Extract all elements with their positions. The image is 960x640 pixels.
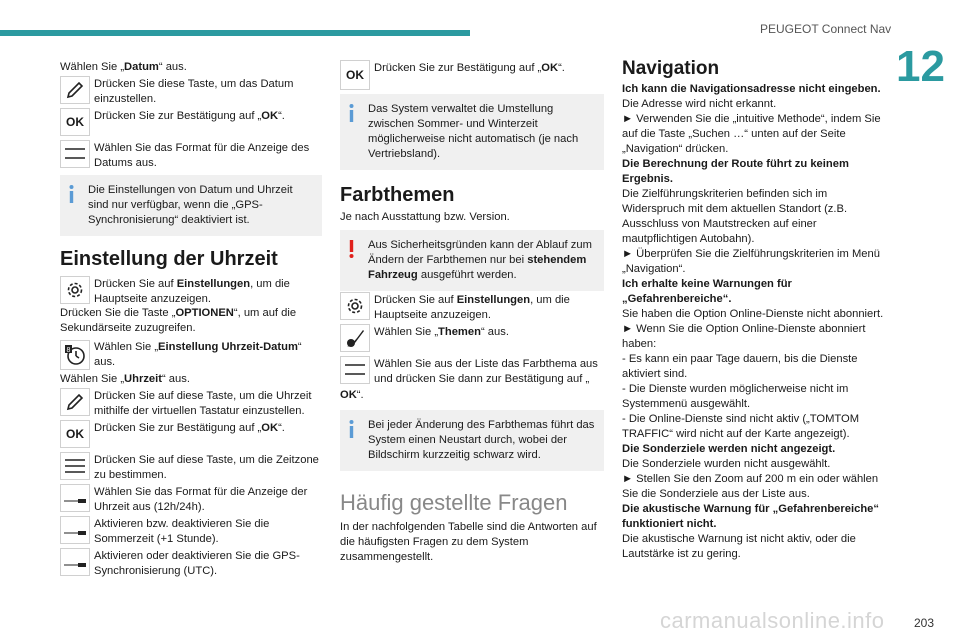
navigation-faq-list xyxy=(622,82,884,562)
faq-question: Die Berechnung der Route führt zu keinem Ergebnis. xyxy=(622,158,849,185)
info-box-theme: Bei jeder Änderung des Farbthemas führt das System einen Neustart durch, wobei der Bildschirm kurzzeitig schwarz wird. xyxy=(340,410,604,471)
confirm-time-row: OK Drücken Sie zur Bestätigung auf „OK“. xyxy=(60,420,322,448)
list-icon[interactable] xyxy=(60,140,90,168)
toggle-icon[interactable] xyxy=(60,548,90,576)
set-date-row: Drücken Sie diese Taste, um das Datum einzustellen. xyxy=(60,76,322,107)
faq-answer: Die Sonderziele wurden nicht ausgewählt. xyxy=(622,458,831,470)
pencil-icon[interactable] xyxy=(60,76,90,104)
menu-icon[interactable] xyxy=(60,452,90,480)
watermark: carmanualsonline.info xyxy=(660,608,885,633)
list-icon[interactable] xyxy=(340,356,370,384)
color-themes-intro: Je nach Ausstattung bzw. Version. xyxy=(340,211,510,223)
faq-answer: ► Stellen Sie den Zoom auf 200 m ein oder wählen Sie die Sonderziele aus der Liste aus. xyxy=(622,473,879,500)
select-time-line: Wählen Sie „Uhrzeit“ aus. xyxy=(60,373,190,385)
faq-intro: In der nachfolgenden Tabelle sind die Antworten auf die häufigsten Fragen zu dem System zusammengestellt. xyxy=(340,521,597,563)
gear-icon[interactable] xyxy=(60,276,90,304)
faq-answer: - Die Dienste wurden möglicherweise nicht im Systemmenü ausgewählt. xyxy=(622,383,849,410)
toggle-icon[interactable] xyxy=(60,516,90,544)
chapter-number: 12 xyxy=(896,42,945,91)
faq-question: Die Sonderziele werden nicht angezeigt. xyxy=(622,443,836,455)
set-time-row: Drücken Sie auf diese Taste, um die Uhrzeit mithilfe der virtuellen Tastatur einzustellen. xyxy=(60,388,322,419)
options-line: Drücken Sie die Taste „OPTIONEN“, um auf die Sekundärseite zuzugreifen. xyxy=(60,307,297,334)
select-date-line: Wählen Sie „Datum“ aus. xyxy=(60,61,187,73)
faq-question: Die akustische Warnung für „Gefahrenbereiche“ funktioniert nicht. xyxy=(622,503,879,530)
header-title: PEUGEOT Connect Nav xyxy=(760,22,892,36)
ok-icon[interactable]: OK xyxy=(60,420,90,448)
faq-question: Ich kann die Navigationsadresse nicht eingeben. xyxy=(622,83,881,95)
info-box-dst: Das System verwaltet die Umstellung zwischen Sommer- und Winterzeit möglicherweise nicht automatisch (je nach Vertriebsland). xyxy=(340,94,604,170)
date-format-row: Wählen Sie das Format für die Anzeige des Datums aus. xyxy=(60,140,322,171)
faq-answer: Die akustische Warnung ist nicht aktiv, oder die Lautstärke ist zu gering. xyxy=(622,533,856,560)
faq-answer: - Es kann ein paar Tage dauern, bis die Dienste aktiviert sind. xyxy=(622,353,858,380)
info-icon xyxy=(349,420,354,438)
clock-icon[interactable] xyxy=(60,340,90,370)
theme-ok-line: OK“. xyxy=(340,389,364,401)
heading-navigation: Navigation xyxy=(622,58,720,79)
settings-row: Drücken Sie auf Einstellungen, um die Hauptseite anzuzeigen. xyxy=(60,276,322,307)
timezone-row: Drücken Sie auf diese Taste, um die Zeitzone zu bestimmen. xyxy=(60,452,322,483)
faq-answer: Die Zielführungskriterien befinden sich im Widerspruch mit dem aktuellen Standort (z.B. Ausschluss von Mautstrecken auf einer mautpflichtigen Autobahn). xyxy=(622,188,848,245)
faq-answer: ► Wenn Sie die Option Online-Dienste abonniert haben: xyxy=(622,323,866,350)
faq-question: Ich erhalte keine Warnungen für „Gefahrenbereiche“. xyxy=(622,278,792,305)
info-icon xyxy=(69,185,74,203)
time-date-row: 8 Wählen Sie „Einstellung Uhrzeit-Datum“ aus. xyxy=(60,340,322,370)
theme-settings-row: Drücken Sie auf Einstellungen, um die Hauptseite anzuzeigen. xyxy=(340,292,604,323)
warning-icon xyxy=(349,240,354,258)
faq-answer: - Die Online-Dienste sind nicht aktiv („TOMTOM TRAFFIC“ wird nicht auf der Karte angezeigt). xyxy=(622,413,860,440)
gear-icon[interactable] xyxy=(340,292,370,320)
warning-box: Aus Sicherheitsgründen kann der Ablauf zum Ändern der Farbthemen nur bei stehendem Fahrzeug ausgeführt werden. xyxy=(340,230,604,291)
page-number: 203 xyxy=(913,616,934,630)
faq-answer: ► Überprüfen Sie die Zielführungskriterien im Menü „Navigation“. xyxy=(622,248,880,275)
info-icon xyxy=(349,104,354,122)
faq-answer: Die Adresse wird nicht erkannt. xyxy=(622,98,777,110)
time-format-row: Wählen Sie das Format für die Anzeige der Uhrzeit aus (12h/24h). xyxy=(60,484,322,515)
svg-text:8: 8 xyxy=(66,347,71,354)
pencil-icon[interactable] xyxy=(60,388,90,416)
faq-answer: ► Verwenden Sie die „intuitive Methode“, indem Sie auf die Taste „Suchen …“ unten auf der Seite „Navigation“ drücken. xyxy=(622,113,881,155)
info-box-date: Die Einstellungen von Datum und Uhrzeit sind nur verfügbar, wenn die „GPS-Synchronisierung“ deaktiviert ist. xyxy=(60,175,322,236)
theme-list-row: Wählen Sie aus der Liste das Farbthema aus und drücken Sie dann zur Bestätigung auf „ xyxy=(340,356,604,387)
toggle-icon[interactable] xyxy=(60,484,90,512)
heading-time-setting: Einstellung der Uhrzeit xyxy=(60,248,278,270)
ok-icon[interactable]: OK xyxy=(60,108,90,136)
faq-answer: Sie haben die Option Online-Dienste nicht abonniert. xyxy=(622,308,884,320)
gps-sync-row: Aktivieren oder deaktivieren Sie die GPS-Synchronisierung (UTC). xyxy=(60,548,322,579)
themes-row: Wählen Sie „Themen“ aus. xyxy=(340,324,604,352)
dst-row: Aktivieren bzw. deaktivieren Sie die Sommerzeit (+1 Stunde). xyxy=(60,516,322,547)
ok-icon[interactable]: OK xyxy=(340,60,370,90)
confirm-date-row: OK Drücken Sie zur Bestätigung auf „OK“. xyxy=(60,108,322,136)
confirm-ok-row: OK Drücken Sie zur Bestätigung auf „OK“. xyxy=(340,60,604,90)
palette-icon[interactable] xyxy=(340,324,370,352)
heading-faq: Häufig gestellte Fragen xyxy=(340,490,568,515)
heading-color-themes: Farbthemen xyxy=(340,184,455,206)
header-accent-bar xyxy=(0,30,470,36)
